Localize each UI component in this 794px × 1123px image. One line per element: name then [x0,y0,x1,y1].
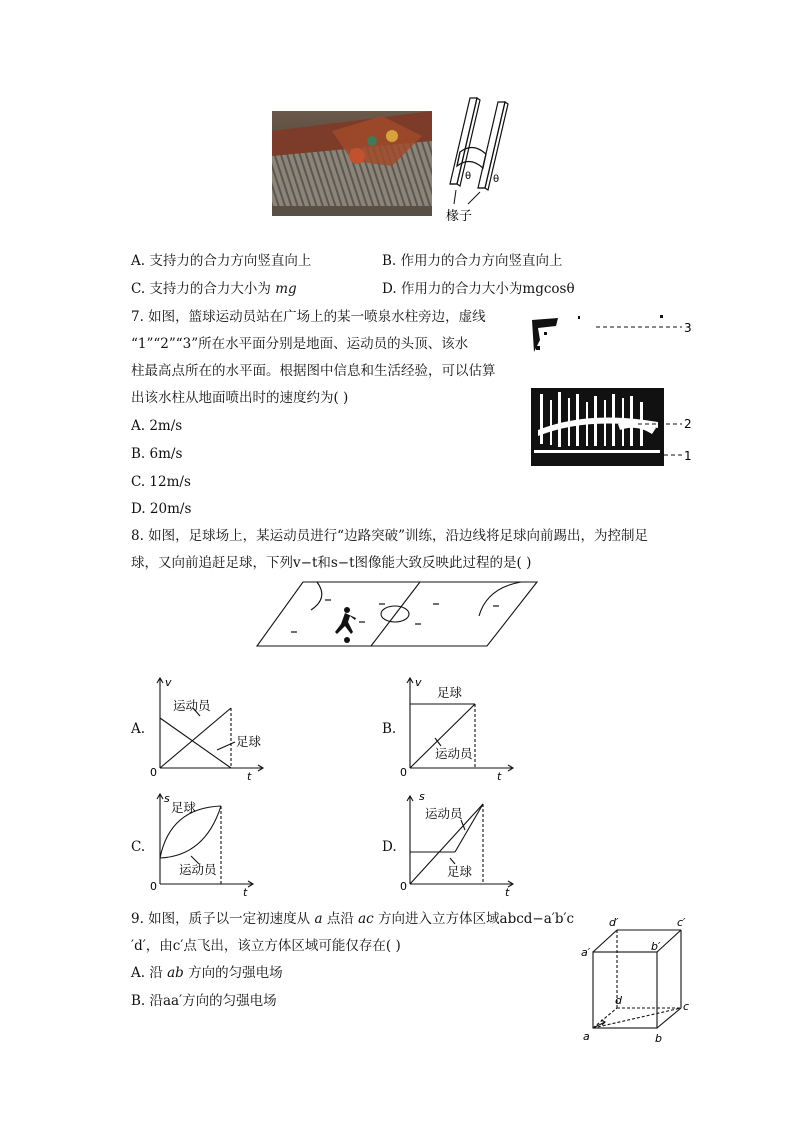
q9-point-a: a [314,911,323,927]
graph-a[interactable] [145,672,275,782]
graph-c-axis-s: s [164,792,170,805]
q8-option-b-letter[interactable]: B. [382,721,397,737]
graph-d-athlete: 运动员 [425,806,463,821]
q8-stem-line-2: 球，又向前追赶足球，下列v−t和s−t图像能大致反映此过程的是( ) [131,555,532,571]
graph-c-ball: 足球 [171,800,197,815]
graph-d-origin: 0 [400,880,407,893]
vertex-d: d [615,994,622,1007]
soccer-field [255,580,545,650]
q7-option-b[interactable]: B. 6m/s [131,446,183,462]
q9-stem-line-1 [131,909,574,929]
q8-option-a-letter[interactable]: A. [131,721,146,737]
q7-stem-line-4: 出该水柱从地面喷出时的速度约为( ) [131,390,349,406]
graph-d-axis-t: t [505,886,510,898]
graph-a-athlete: 运动员 [173,698,211,713]
graph-b[interactable] [395,672,525,782]
rafter-label: 椽子 [446,209,473,224]
q7-option-c[interactable]: C. 12m/s [131,474,191,490]
level-1-mark: 1 [684,449,692,463]
q9-stem-a: 9. 如图，质子以一定初速度从 [131,911,315,927]
roof-photo [272,111,432,216]
q7-stem-line-3: 柱最高点所在的水平面。根据图中信息和生活经验，可以估算 [131,363,496,379]
q9-option-a[interactable] [131,963,283,983]
q6-option-d[interactable]: D. 作用力的合力大小为mgcosθ [382,281,575,297]
graph-d-axis-s: s [419,790,425,803]
graph-b-axis-v: v [415,676,422,689]
graph-b-ball: 足球 [437,685,463,700]
theta-right: θ [493,174,500,185]
vertex-b: b [655,1032,662,1045]
level-2-mark: 2 [684,417,692,431]
vertex-b-prime: b′ [651,940,661,953]
vertex-a-prime: a′ [581,946,591,959]
graph-b-origin: 0 [400,766,407,779]
graph-a-ball: 足球 [236,734,262,749]
q8-option-c-letter[interactable]: C. [131,839,146,855]
vertex-c-prime: c′ [677,916,686,929]
graph-a-axis-t: t [247,770,252,782]
graph-a-axis-v: v [165,676,172,689]
graph-a-origin: 0 [150,766,157,779]
q6-option-c-text: C. 支持力的合力大小为 [131,281,276,297]
q6-option-c[interactable] [131,279,297,299]
q9-stem-line-2: ′d′，由c′点飞出，该立方体区域可能仅存在( ) [131,938,401,954]
vertex-d-prime: d′ [609,916,619,929]
graph-d-ball: 足球 [447,864,473,879]
theta-left: θ [465,171,472,182]
level-3-mark: 3 [684,321,692,335]
q9-option-a-rest: 方向的匀强电场 [183,965,283,981]
q6-option-a[interactable]: A. 支持力的合力方向竖直向上 [131,253,312,269]
q8-option-d-letter[interactable]: D. [382,839,397,855]
rafter-diagram [440,94,520,226]
q7-stem-line-1: 7. 如图，篮球运动员站在广场上的某一喷泉水柱旁边，虚线 [131,309,486,325]
q9-option-a-dir: ab [167,965,184,981]
graph-c-origin: 0 [150,880,157,893]
q9-stem-b: 点沿 [322,911,359,927]
vertex-a: a [583,1030,590,1043]
q9-direction-ac: ac [358,911,374,927]
q7-option-d[interactable]: D. 20m/s [131,501,192,517]
fountain-photo [528,312,700,472]
vertex-c: c [683,1000,690,1013]
graph-c-athlete: 运动员 [179,862,217,877]
q6-option-c-math: mg [275,281,297,297]
q8-stem-line-1: 8. 如图，足球场上，某运动员进行“边路突破”训练，沿边线将足球向前踢出，为控制足 [131,528,648,544]
cube-diagram [575,912,695,1047]
graph-b-axis-t: t [497,770,502,782]
q7-option-a[interactable]: A. 2m/s [131,418,183,434]
graph-d[interactable] [395,786,525,898]
q6-option-b[interactable]: B. 作用力的合力方向竖直向上 [382,253,563,269]
q9-stem-c: 方向进入立方体区域abcd−a′b′c [373,911,575,927]
q7-stem-line-2: “1”“2”“3”所在水平面分别是地面、运动员的头顶、该水 [131,336,469,352]
q9-option-b[interactable]: B. 沿aa′方向的匀强电场 [131,993,277,1009]
graph-b-athlete: 运动员 [435,746,473,761]
q9-option-a-text: A. 沿 [131,965,168,981]
graph-c[interactable] [145,786,275,898]
graph-c-axis-t: t [243,886,248,898]
